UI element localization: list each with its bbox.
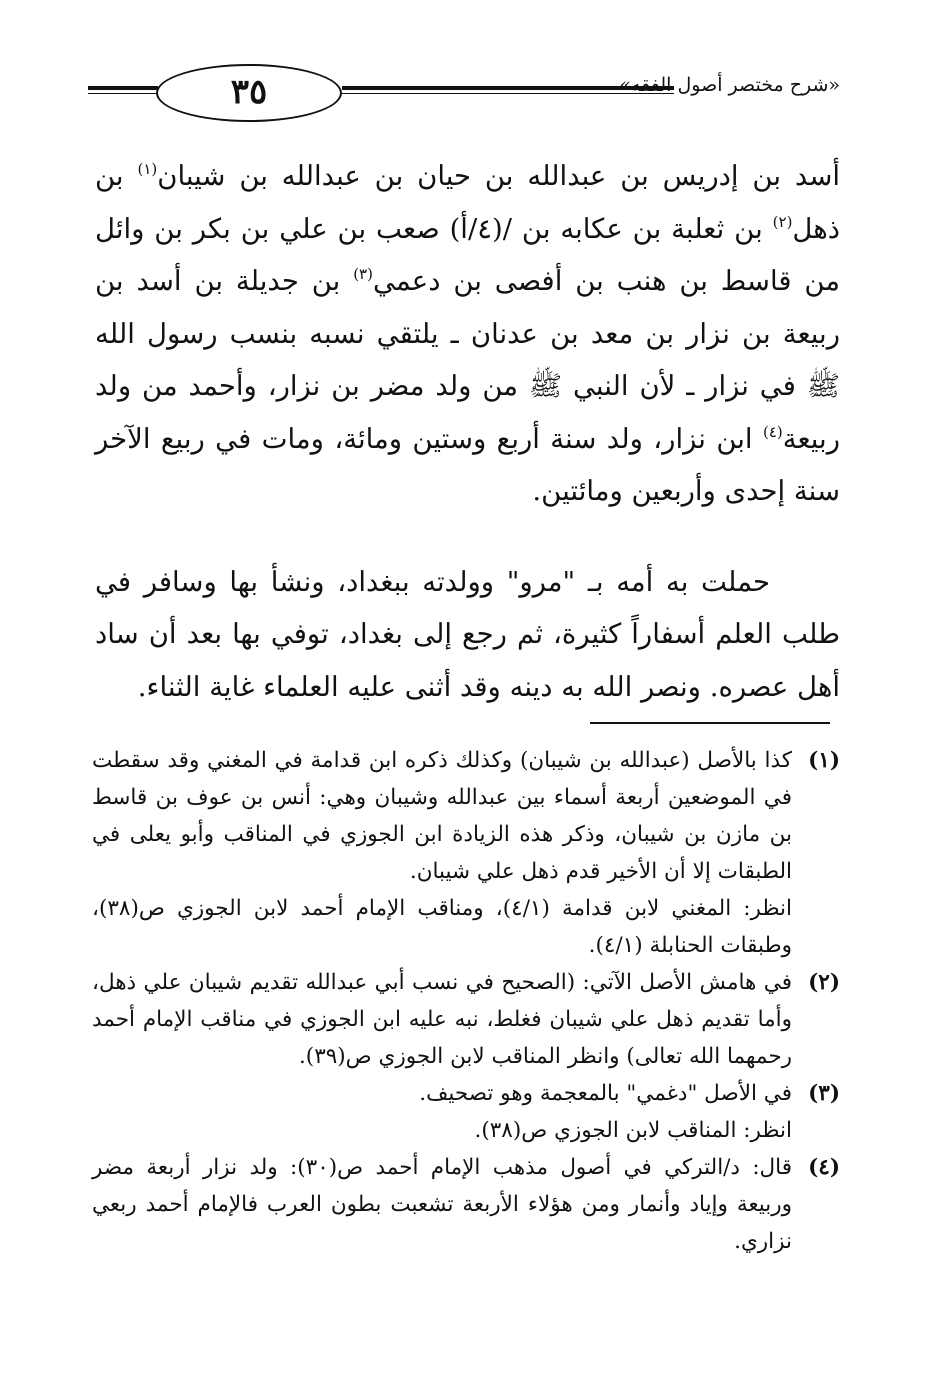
footnote-ref: (١) <box>137 160 158 178</box>
footnote-item <box>92 1075 840 1149</box>
text-segment: بن ثعلبة بن عكابه بن /(٤/أ) صعب بن علي بن بكر بن وائل من قاسط بن هنب بن أفصى بن دعمي <box>95 212 841 297</box>
footnote-source: انظر: المناقب لابن الجوزي ص(٣٨). <box>474 1118 792 1143</box>
footnote-ref: (٣) <box>353 265 373 283</box>
footnote-number: (٣) <box>808 1081 840 1106</box>
paragraph-life: حملت به أمه بـ "مرو" وولدته ببغداد، ونشأ بها وسافر في طلب العلم أسفاراً كثيرة، ثم رجع إلى بغداد، توفي بها بعد أن ساد أهل عصره. ونصر الله به دينه وقد أثنى عليه العلماء غاية الثناء. <box>95 565 840 703</box>
footnotes <box>92 742 840 1260</box>
text-segment: بن ذهل <box>95 160 840 245</box>
footnote-text: في الأصل "دغمي" بالمعجمة وهو تصحيف. <box>419 1081 792 1106</box>
footnote-item <box>92 742 840 964</box>
footnote-source: انظر: المغني لابن قدامة (٤/١)، ومناقب الإمام أحمد لابن الجوزي ص(٣٨)، وطبقات الحنابلة (٤/١). <box>92 896 792 958</box>
footnote-text: قال: د/التركي في أصول مذهب الإمام أحمد ص(٣٠): ولد نزار أربعة مضر وربيعة وإياد وأنمار ومن هؤلاء الأربعة تشعبت بطون العرب فالإمام أحمد ربعي نزاري. <box>92 1155 793 1254</box>
text-segment: بن جديلة بن أسد بن ربيعة بن نزار بن معد بن عدنان ـ يلتقي نسبه بنسب رسول الله ﷺ في نزار ـ لأن النبي ﷺ من ولد مضر بن نزار، وأحمد من ولد ربيعة <box>95 265 840 455</box>
footnote-number: (٢) <box>808 970 840 995</box>
page-header <box>88 62 840 122</box>
footnote-text: كذا بالأصل (عبدالله بن شيبان) وكذلك ذكره ابن قدامة في المغني وقد سقطت في الموضعين أربعة أسماء بين عبدالله وشيبان وهي: أنس بن عوف بن قاسط بن مازن بن شيبان، وذكر هذه الزيادة ابن الجوزي في المناقب وأبو يعلى في الطبقات إلا أن الأخير قدم ذهل علي شيبان. <box>92 748 792 884</box>
footnote-ref: (٤) <box>762 422 783 441</box>
footnote-item <box>92 1149 840 1260</box>
book-title: «شرح مختصر أصول الفقه» <box>619 74 840 96</box>
footnote-text: في هامش الأصل الآتي: (الصحيح في نسب أبي عبدالله تقديم شيبان علي ذهل، وأما تقديم ذهل علي شيبان فغلط، نبه عليه ابن الجوزي في مناقب الإمام أحمد رحمهما الله تعالى) وانظر المناقب لابن الجوزي ص(٣٩). <box>92 970 792 1069</box>
paragraph-biography <box>95 150 840 518</box>
footnote-separator <box>590 722 830 724</box>
text-segment: أسد بن إدريس بن عبدالله بن حيان بن عبدالله بن شيبان <box>157 160 840 192</box>
footnote-ref: (٢) <box>772 212 793 231</box>
footnote-number: (١) <box>808 748 840 773</box>
footnote-number: (٤) <box>808 1155 840 1180</box>
header-rule-left <box>88 86 158 100</box>
footnote-item <box>92 964 840 1075</box>
page-number: ٣٥ <box>156 64 342 122</box>
main-text <box>95 150 840 713</box>
text-segment: ابن نزار، ولد سنة أربع وستين ومائة، ومات في ربيع الآخر سنة إحدى وأربعين ومائتين. <box>95 422 840 507</box>
